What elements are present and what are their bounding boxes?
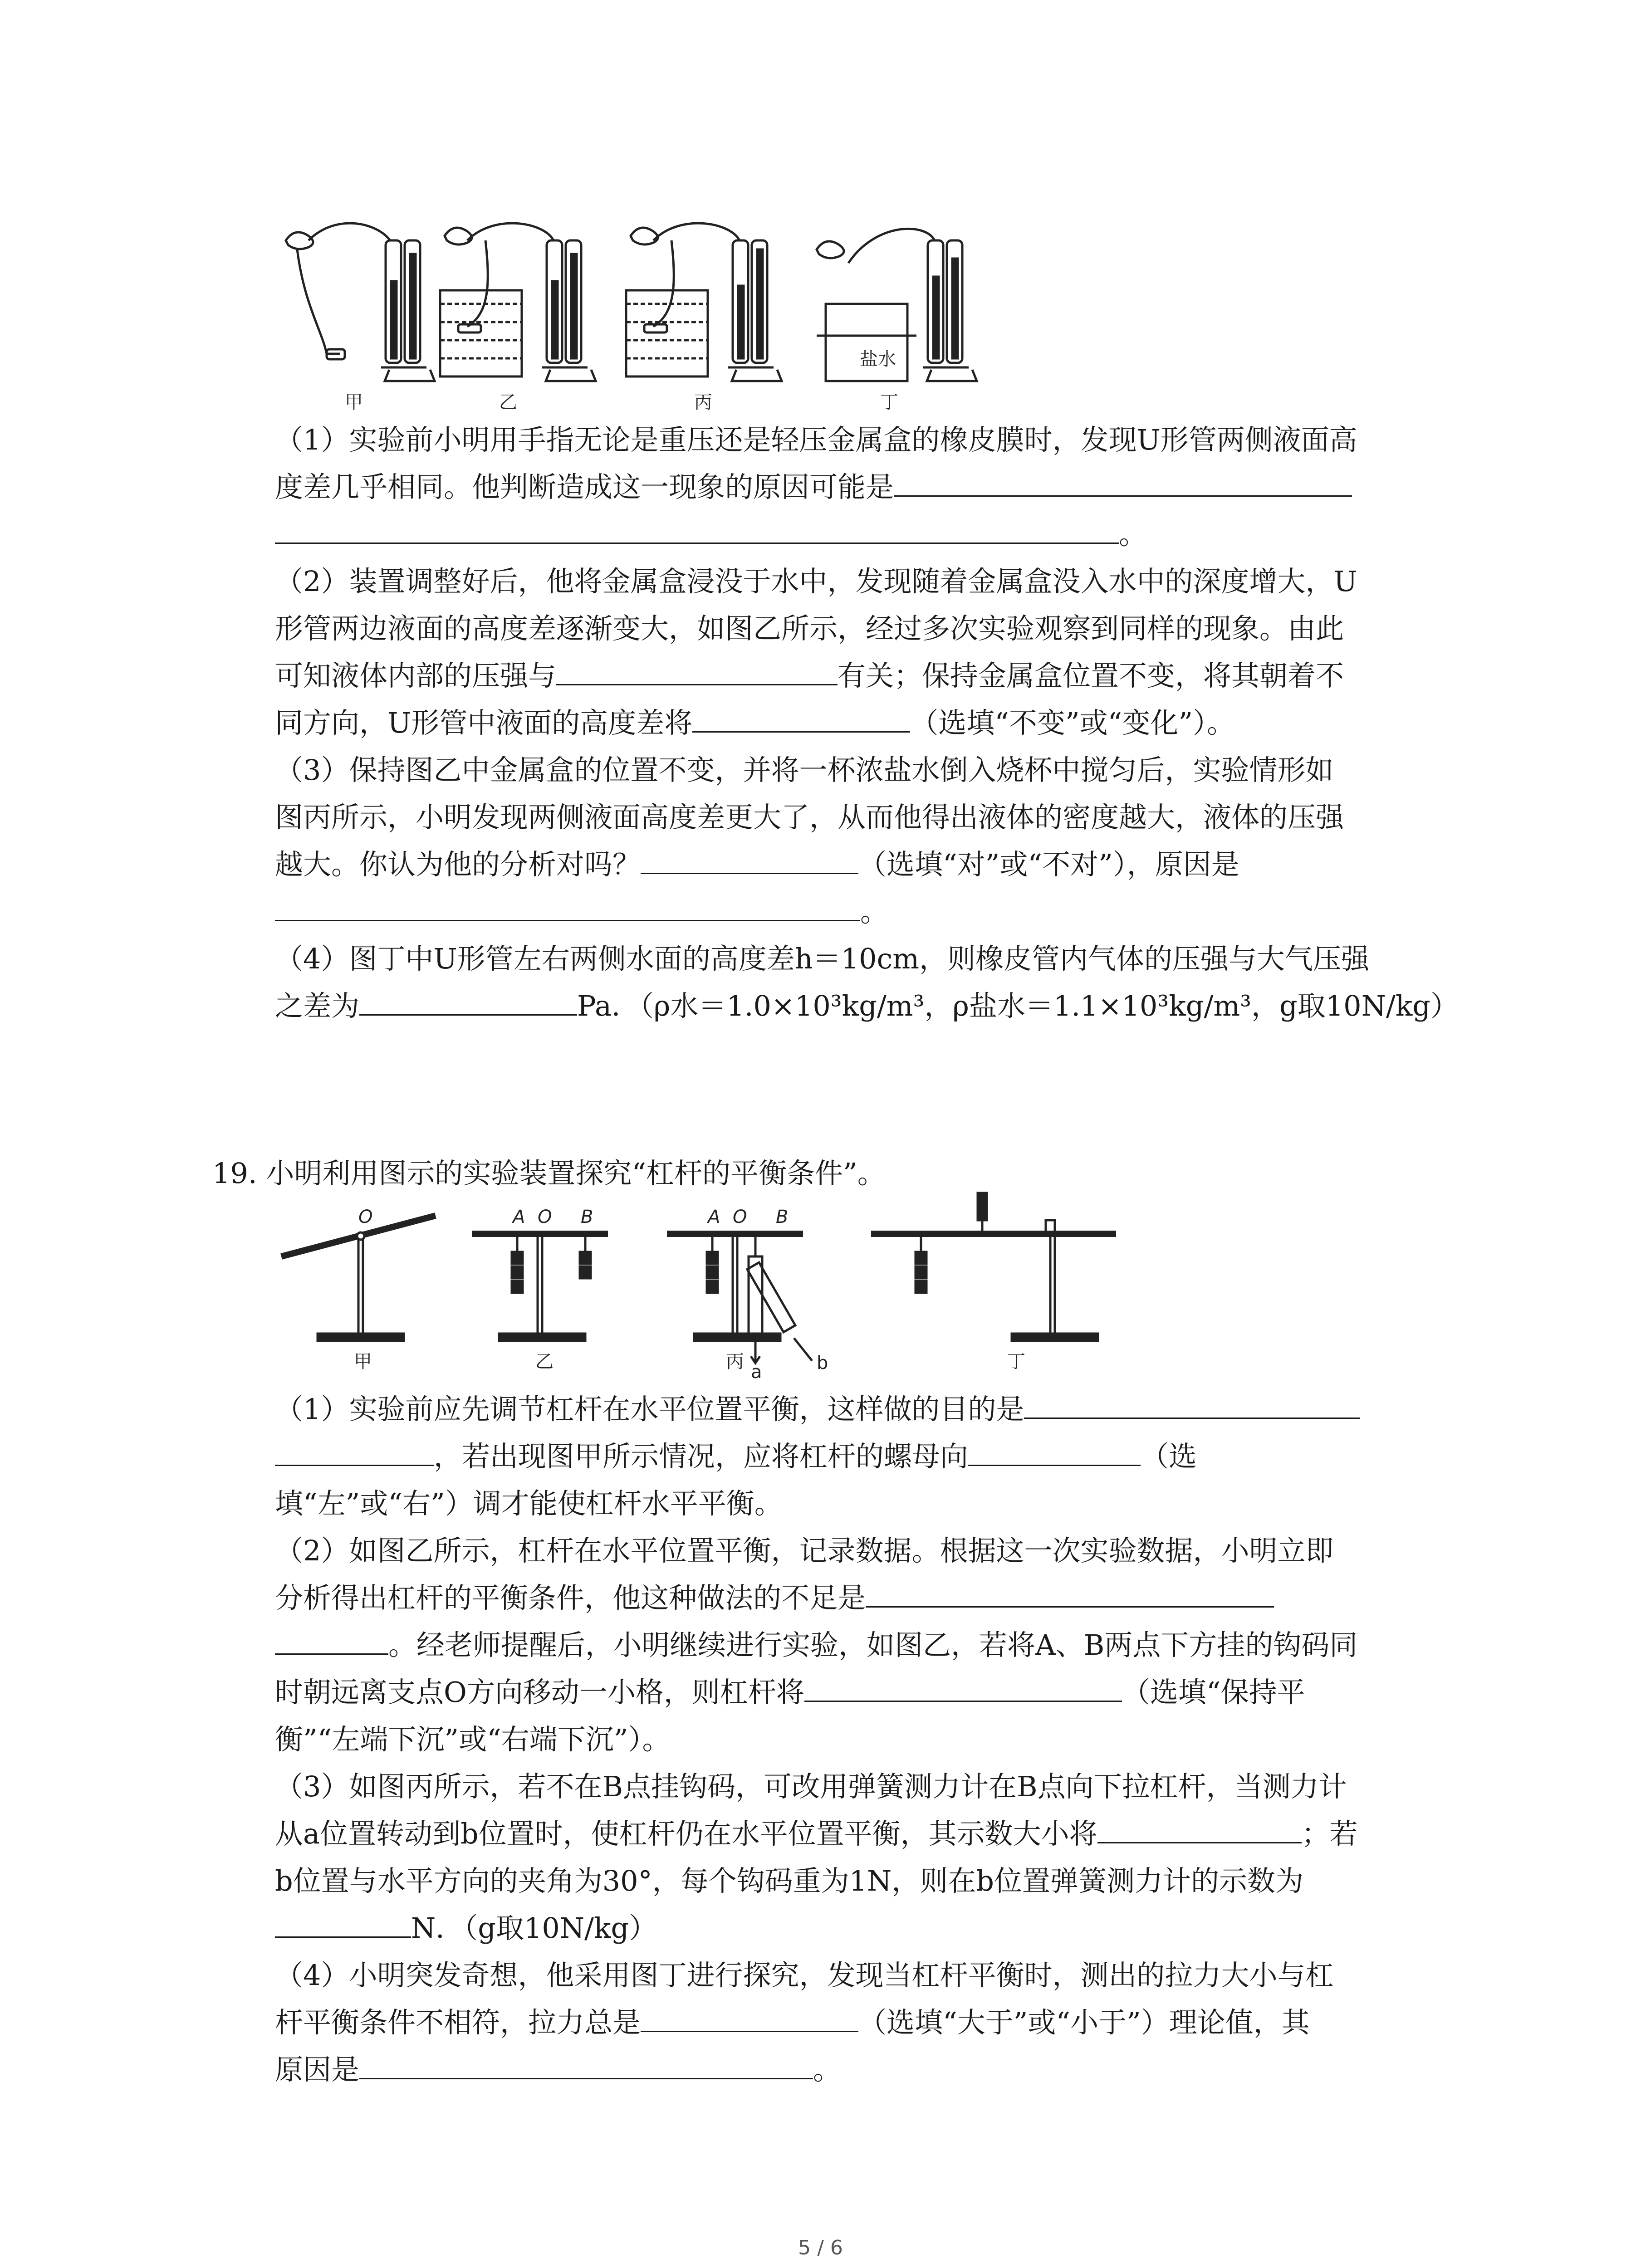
q19-caption-ding: 丁: [1007, 1351, 1025, 1372]
q19-part2-line2: 分析得出杠杆的平衡条件，他这种做法的不足是: [275, 1574, 1455, 1622]
answer-blank[interactable]: [275, 1908, 411, 1938]
q19-figure-drawing: [272, 1188, 1134, 1379]
q18-figure-drawing: [272, 213, 1025, 404]
q19-figure: [272, 1188, 1134, 1383]
manometer-yi: [440, 223, 596, 381]
q19-caption-yi: 乙: [535, 1351, 554, 1372]
lever-jia: [281, 1216, 436, 1341]
lever-label-A-bing: A: [708, 1207, 720, 1227]
manometer-bing: [626, 223, 782, 381]
q18-part3-line2: 图丙所示，小明发现两侧液面高度差更大了，从而他得出液体的密度越大，液体的压强: [275, 801, 1344, 834]
lever-label-B-yi: B: [581, 1207, 593, 1227]
answer-blank[interactable]: [1097, 1814, 1302, 1843]
answer-blank[interactable]: [275, 1625, 388, 1655]
lever-label-O-yi: O: [538, 1207, 552, 1227]
q18-caption-yi: 乙: [499, 392, 517, 413]
answer-blank[interactable]: [968, 1437, 1141, 1466]
q19-caption-bing: 丙: [726, 1351, 744, 1372]
answer-blank[interactable]: [866, 1578, 1274, 1608]
answer-blank[interactable]: [804, 1672, 1122, 1702]
answer-blank[interactable]: [894, 467, 1352, 497]
q19-caption-jia: 甲: [354, 1351, 372, 1372]
answer-blank[interactable]: [359, 2050, 813, 2079]
q19-part2-line4: 时朝远离支点O方向移动一小格，则杠杆将 （选填“保持平: [275, 1669, 1455, 1716]
lever-ding: [871, 1193, 1116, 1341]
answer-blank[interactable]: [641, 2003, 858, 2032]
q19-part1-line1: （1）实验前应先调节杠杆在水平位置平衡，这样做的目的是: [275, 1386, 1455, 1433]
lever-yi: [472, 1234, 608, 1341]
answer-blank[interactable]: [275, 514, 1119, 544]
q19-title: 小明利用图示的实验装置探究“杠杆的平衡条件”。: [266, 1157, 886, 1190]
q19-part3-line3: b位置与水平方向的夹角为30°，每个钩码重为1N，则在b位置弹簧测力计的示数为: [275, 1864, 1303, 1897]
q19-part2-line3: 。经老师提醒后，小明继续进行实验，如图乙，若将A、B两点下方挂的钩码同: [275, 1622, 1455, 1669]
lever-label-a: a: [751, 1362, 762, 1383]
q18-part3-line3: 越大。你认为他的分析对吗？ （选填“对”或“不对”），原因是: [275, 841, 1455, 888]
salt-water-label: 盐水: [860, 349, 896, 370]
q19-part3-line1: （3）如图丙所示，若不在B点挂钩码，可改用弹簧测力计在B点向下拉杠杆，当测力计: [275, 1770, 1347, 1803]
q18-part4-line1: （4）图丁中U形管左右两侧水面的高度差h＝10cm，则橡皮管内气体的压强与大气压强: [275, 942, 1370, 975]
q18-text: [275, 416, 1459, 1030]
manometer-jia: [286, 223, 435, 381]
q18-figure: [272, 213, 1025, 413]
q18-part3-line1: （3）保持图乙中金属盒的位置不变，并将一杯浓盐水倒入烧杯中搅匀后，实验情形如: [275, 753, 1334, 787]
answer-blank[interactable]: [692, 703, 910, 733]
lever-label-B-bing: B: [776, 1207, 789, 1227]
lever-label-O-jia: O: [358, 1207, 373, 1227]
page-number: 5 / 6: [798, 2236, 843, 2259]
q19-part4-line2: 杆平衡条件不相符，拉力总是 （选填“大于”或“小于”）理论值，其: [275, 1999, 1455, 2046]
q18-part2-line1: （2）装置调整好后，他将金属盒浸没于水中，发现随着金属盒没入水中的深度增大，U: [275, 565, 1357, 598]
manometer-ding: [817, 229, 977, 381]
q19-part1-line3: 填“左”或“右”）调才能使杠杆水平平衡。: [275, 1487, 783, 1520]
q18-part1-line3: 。: [275, 511, 1455, 558]
q19-part4-line1: （4）小明突发奇想，他采用图丁进行探究，发现当杠杆平衡时，测出的拉力大小与杠: [275, 1959, 1334, 1992]
lever-label-A-yi: A: [513, 1207, 525, 1227]
q18-part1-line2: 度差几乎相同。他判断造成这一现象的原因可能是: [275, 464, 1455, 511]
lever-label-O-bing: O: [733, 1207, 747, 1227]
answer-blank[interactable]: [556, 656, 838, 685]
lever-bing: [667, 1234, 812, 1363]
q18-part1-line1: （1）实验前小明用手指无论是重压还是轻压金属盒的橡皮膜时，发现U形管两侧液面高: [275, 423, 1357, 456]
q19-text: [275, 1386, 1455, 2093]
q18-part4-line2: 之差为 Pa．（ρ水＝1.0×10³kg/m³，ρ盐水＝1.1×10³kg/m³，g取10N/kg）: [275, 982, 1455, 1030]
q19-part3-line2: 从a位置转动到b位置时，使杠杆仍在水平位置平衡，其示数大小将 ；若: [275, 1810, 1455, 1857]
answer-blank[interactable]: [1024, 1389, 1360, 1419]
lever-label-b: b: [817, 1353, 828, 1374]
q18-caption-ding: 丁: [880, 392, 898, 413]
q18-part2-line2: 形管两边液面的高度差逐渐变大，如图乙所示，经过多次实验观察到同样的现象。由此: [275, 612, 1344, 645]
q18-caption-jia: 甲: [345, 392, 363, 413]
q19-number: 19.: [212, 1157, 257, 1190]
q18-part2-line4: 同方向，U形管中液面的高度差将 （选填“不变”或“变化”）。: [275, 699, 1455, 747]
answer-blank[interactable]: [641, 845, 858, 874]
answer-blank[interactable]: [275, 892, 860, 921]
answer-blank[interactable]: [275, 1437, 434, 1466]
q18-caption-bing: 丙: [694, 392, 712, 413]
answer-blank[interactable]: [359, 986, 577, 1016]
q19-part3-line4: N．（g取10N/kg）: [275, 1905, 1455, 1952]
q18-part3-line4: 。: [275, 888, 1455, 935]
q19-part2-line5: 衡”“左端下沉”或“右端下沉”）。: [275, 1723, 671, 1756]
q19-part1-line2: ，若出现图甲所示情况，应将杠杆的螺母向 （选: [275, 1433, 1455, 1480]
q19-part2-line1: （2）如图乙所示，杠杆在水平位置平衡，记录数据。根据这一次实验数据，小明立即: [275, 1534, 1334, 1567]
q18-part2-line3: 可知液体内部的压强与 有关；保持金属盒位置不变，将其朝着不: [275, 652, 1455, 699]
q19-part4-line3: 原因是 。: [275, 2046, 1455, 2093]
